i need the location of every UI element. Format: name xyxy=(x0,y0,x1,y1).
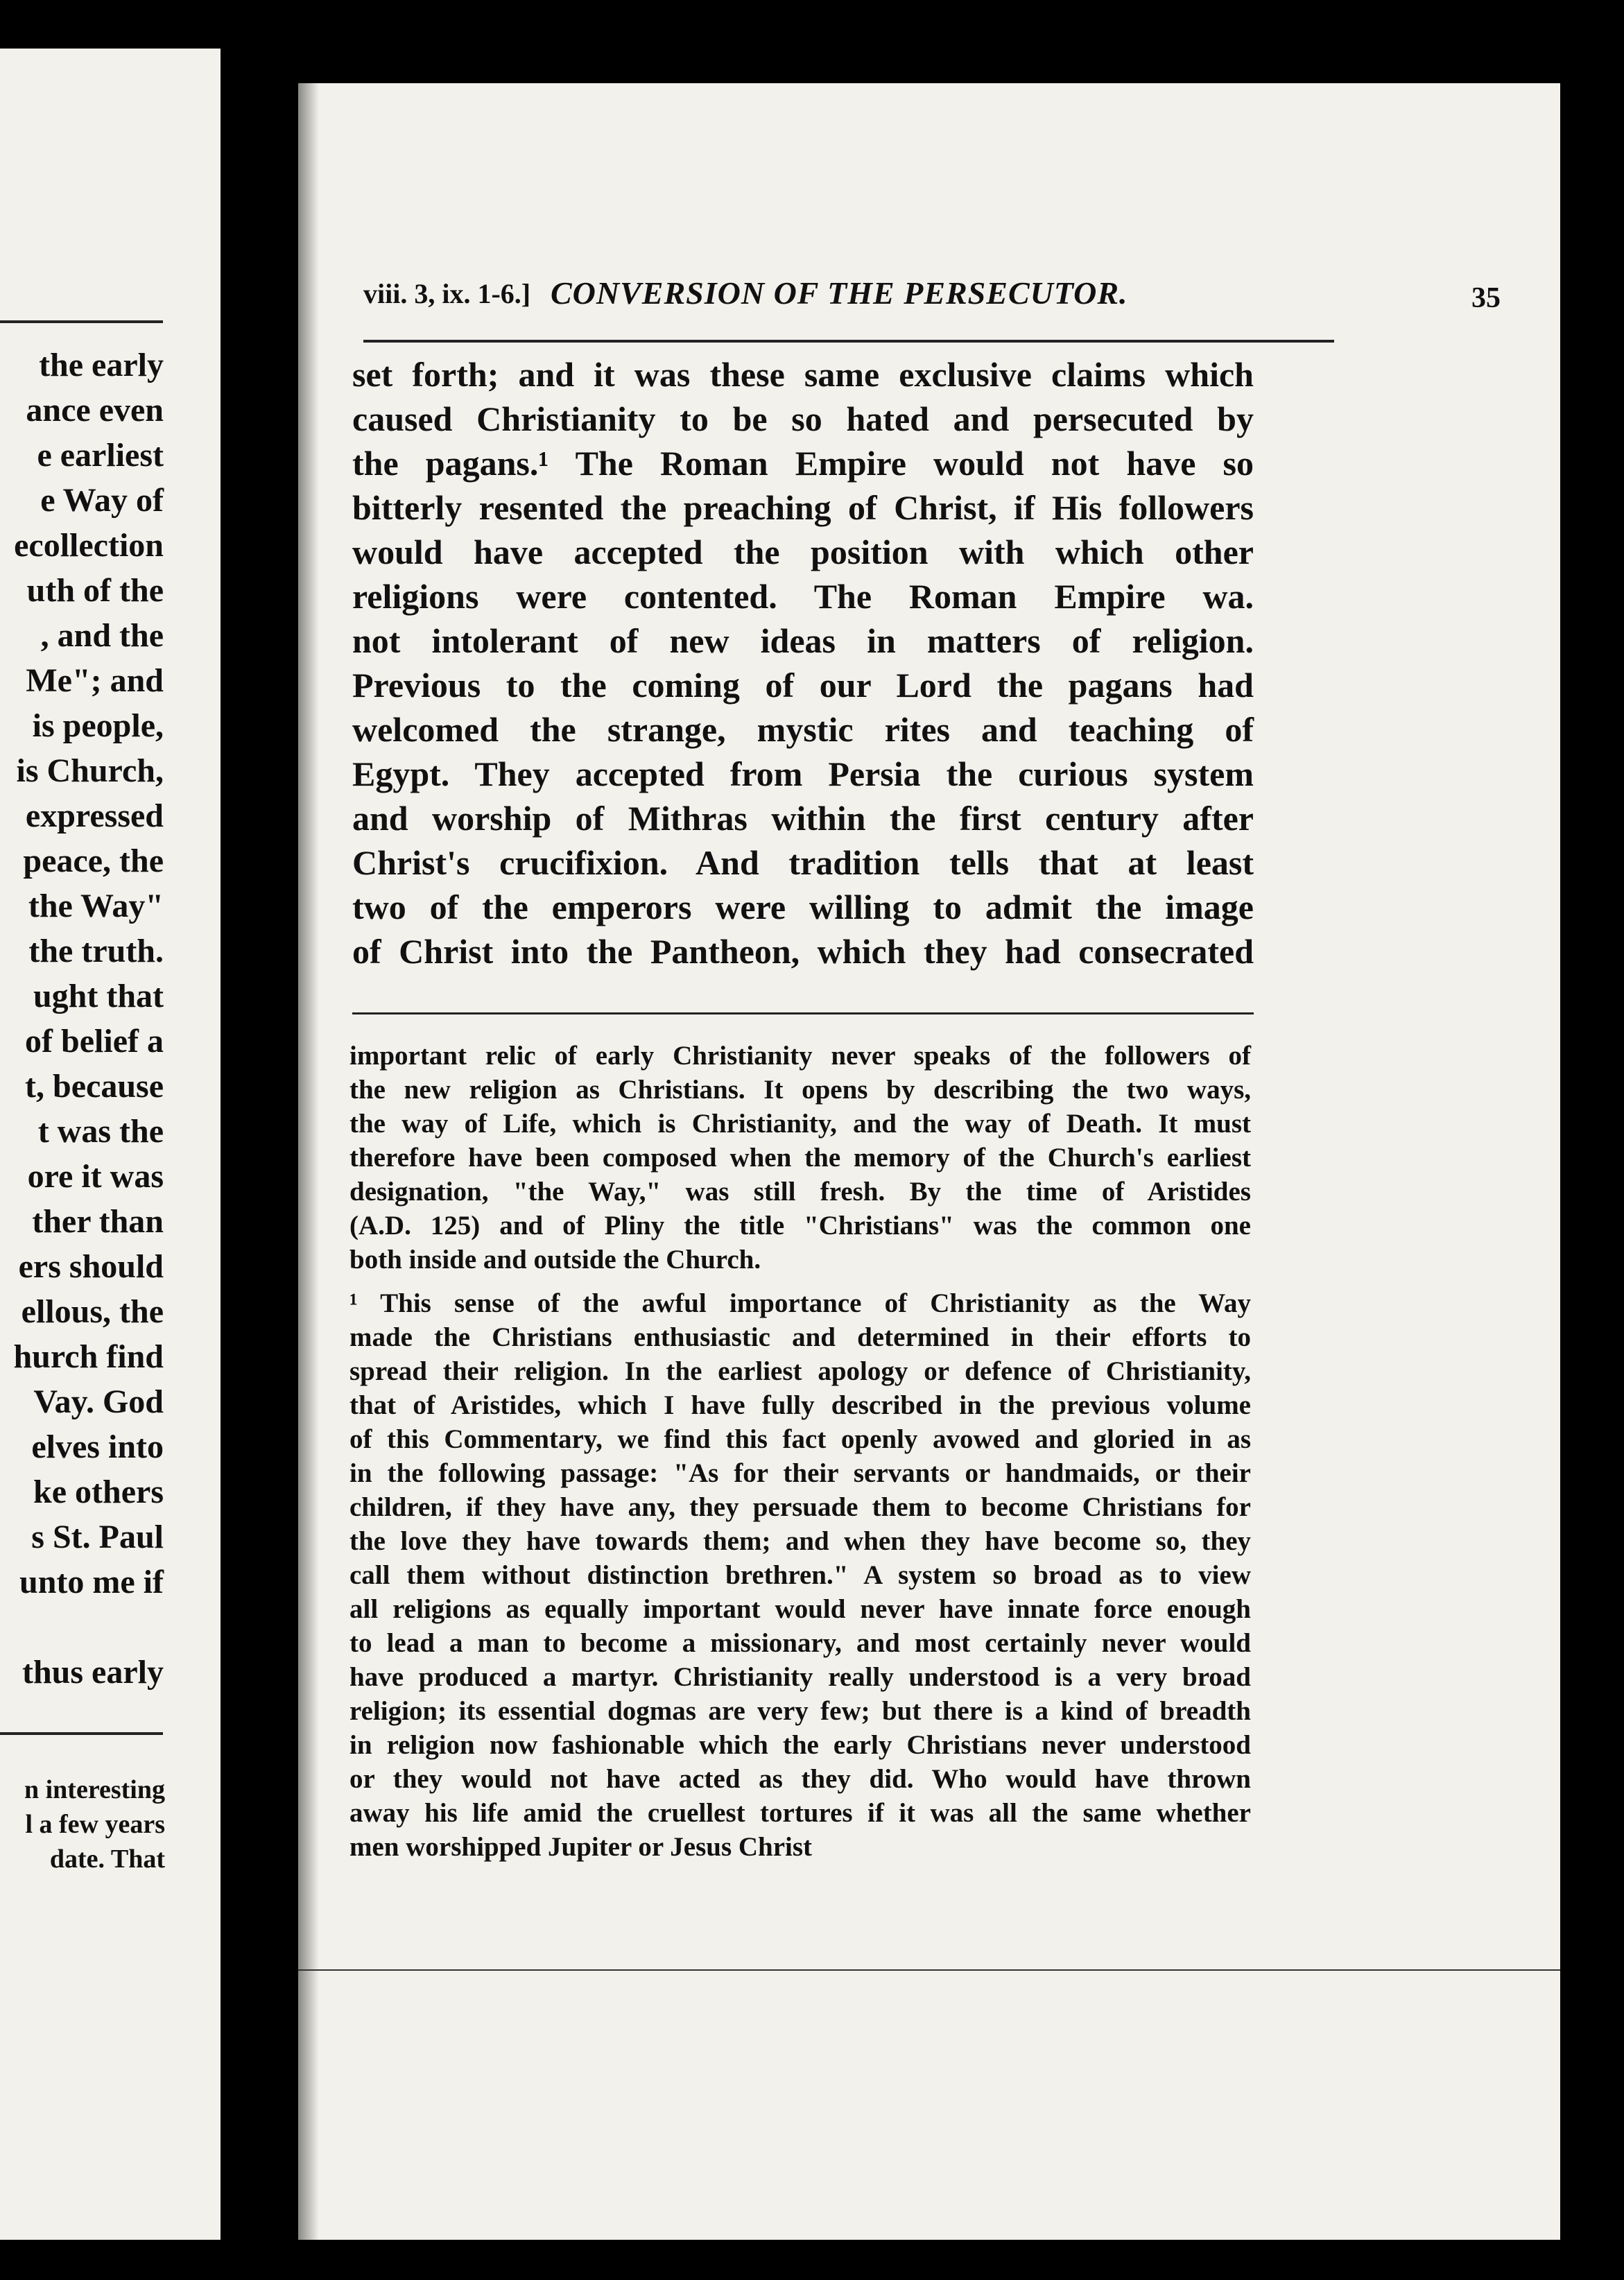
left-text-line: of belief a xyxy=(25,1023,164,1060)
main-body-text xyxy=(352,352,1254,974)
footnote-line: in the following passage: "As for their servants or handmaids, or their xyxy=(349,1458,1251,1488)
left-text-line: is people, xyxy=(32,707,164,744)
footnote-line: in religion now fashionable which the early Christians never understood xyxy=(349,1730,1251,1760)
body-text-line: Previous to the coming of our Lord the pagans had xyxy=(352,666,1254,705)
left-text-line: Vay. God xyxy=(33,1383,164,1420)
left-text-line: ance even xyxy=(26,392,164,429)
footnote-line: of this Commentary, we find this fact openly avowed and gloried in as xyxy=(349,1424,1251,1454)
left-text-line: the truth. xyxy=(28,933,164,969)
left-text-line: s St. Paul xyxy=(31,1519,164,1555)
left-text-line: ecollection xyxy=(14,527,164,564)
body-text-line: religions were contented. The Roman Empire wa. xyxy=(352,577,1254,616)
chapter-reference: viii. 3, ix. 1-6.] xyxy=(363,278,531,309)
left-text-line: thus early xyxy=(22,1654,164,1691)
left-text-line: ore it was xyxy=(27,1158,164,1195)
body-text-line: bitterly resented the preaching of Christ, if His followers xyxy=(352,488,1254,527)
footnote-line: call them without distinction brethren." A system so broad as to view xyxy=(349,1560,1251,1590)
left-text-line: ellous, the xyxy=(21,1293,164,1330)
left-text-line: e earliest xyxy=(37,437,164,474)
left-header-rule xyxy=(0,320,163,323)
left-page xyxy=(0,49,221,2240)
right-page xyxy=(298,83,1560,2240)
left-text-line: the early xyxy=(39,347,164,383)
footnote-rule xyxy=(352,1012,1254,1014)
left-page-body xyxy=(0,343,164,1695)
footnote-line: or they would not have acted as they did. Who would have thrown xyxy=(349,1764,1251,1794)
footnote-line: the way of Life, which is Christianity, and the way of Death. It must xyxy=(349,1109,1251,1139)
body-text-line: the pagans.¹ The Roman Empire would not have so xyxy=(352,444,1254,483)
body-text-line: Christ's crucifixion. And tradition tells that at least xyxy=(352,843,1254,882)
footnote-line: that of Aristides, which I have fully described in the previous volume xyxy=(349,1390,1251,1420)
gutter-shadow xyxy=(298,83,319,2240)
left-footnote-rule xyxy=(0,1732,163,1735)
footnotes xyxy=(349,1039,1251,1864)
footnote-line: designation, "the Way," was still fresh. By the time of Aristides xyxy=(349,1177,1251,1207)
footnote-line: the love they have towards them; and when they have become so, they xyxy=(349,1526,1251,1556)
body-text-line: welcomed the strange, mystic rites and teaching of xyxy=(352,710,1254,749)
left-text-line: is Church, xyxy=(16,752,164,789)
footnote-line: have produced a martyr. Christianity really understood is a very broad xyxy=(349,1662,1251,1692)
body-text-line: would have accepted the position with which other xyxy=(352,533,1254,571)
footnote-line: (A.D. 125) and of Pliny the title "Christians" was the common one xyxy=(349,1211,1251,1241)
left-text-line: ers should xyxy=(18,1248,164,1285)
footnote-line: important relic of early Christianity never speaks of the followers of xyxy=(349,1041,1251,1071)
left-text-line: , and the xyxy=(40,617,164,654)
left-text-line: ther than xyxy=(32,1203,164,1240)
footnote-line: children, if they have any, they persuade them to become Christians for xyxy=(349,1492,1251,1522)
left-text-line: expressed xyxy=(25,797,164,834)
footnote-line: ¹ This sense of the awful importance of Christianity as the Way xyxy=(349,1288,1251,1318)
body-text-line: of Christ into the Pantheon, which they had consecrated xyxy=(352,932,1254,971)
page-bottom-edge xyxy=(298,1969,1560,1971)
running-title: CONVERSION OF THE PERSECUTOR. xyxy=(551,275,1128,311)
left-text-line: unto me if xyxy=(19,1564,164,1600)
left-footnote-line: date. That xyxy=(49,1845,165,1874)
footnote-line: men worshipped Jupiter or Jesus Christ xyxy=(349,1832,813,1862)
left-text-line: hurch find xyxy=(13,1338,164,1375)
footnote-line: therefore have been composed when the memory of the Church's earliest xyxy=(349,1143,1251,1173)
left-text-line: t was the xyxy=(37,1113,164,1150)
body-text-line: caused Christianity to be so hated and persecuted by xyxy=(352,399,1254,438)
footnote-1 xyxy=(349,1286,1251,1864)
footnote-line: away his life amid the cruellest tortures if it was all the same whether xyxy=(349,1798,1251,1828)
footnote-line: all religions as equally important would never have innate force enough xyxy=(349,1594,1251,1624)
left-text-line: the Way" xyxy=(28,888,164,924)
footnote-continued xyxy=(349,1039,1251,1277)
left-text-line: elves into xyxy=(31,1428,164,1465)
left-text-line: e Way of xyxy=(40,482,164,519)
body-text-line: Egypt. They accepted from Persia the curious system xyxy=(352,754,1254,793)
left-text-line: uth of the xyxy=(26,572,164,609)
body-text-line: two of the emperors were willing to admit the image xyxy=(352,888,1254,926)
left-text-line: ught that xyxy=(33,978,164,1014)
footnote-line: to lead a man to become a missionary, and most certainly never would xyxy=(349,1628,1251,1658)
left-text-line: peace, the xyxy=(23,843,164,879)
header-rule xyxy=(363,340,1334,343)
footnote-line: made the Christians enthusiastic and determined in their efforts to xyxy=(349,1322,1251,1352)
page-number: 35 xyxy=(1471,282,1501,314)
footnote-line: both inside and outside the Church. xyxy=(349,1245,761,1275)
footnote-line: religion; its essential dogmas are very few; but there is a kind of breadth xyxy=(349,1696,1251,1726)
left-text-line: Me"; and xyxy=(26,662,164,699)
left-text-line xyxy=(0,1605,164,1650)
left-text-line: t, because xyxy=(25,1068,164,1105)
running-head xyxy=(363,277,1501,326)
left-text-line: ke others xyxy=(33,1474,164,1510)
footnote-line: spread their religion. In the earliest apology or defence of Christianity, xyxy=(349,1356,1251,1386)
left-footnote-line: l a few years xyxy=(25,1810,165,1839)
body-text-line: and worship of Mithras within the first century after xyxy=(352,799,1254,838)
body-text-line: not intolerant of new ideas in matters of religion. xyxy=(352,621,1254,660)
body-text-line: set forth; and it was these same exclusive claims which xyxy=(352,355,1254,394)
left-page-footnotes xyxy=(24,1772,165,1876)
left-footnote-line: n interesting xyxy=(24,1775,165,1804)
footnote-line: the new religion as Christians. It opens by describing the two ways, xyxy=(349,1075,1251,1105)
